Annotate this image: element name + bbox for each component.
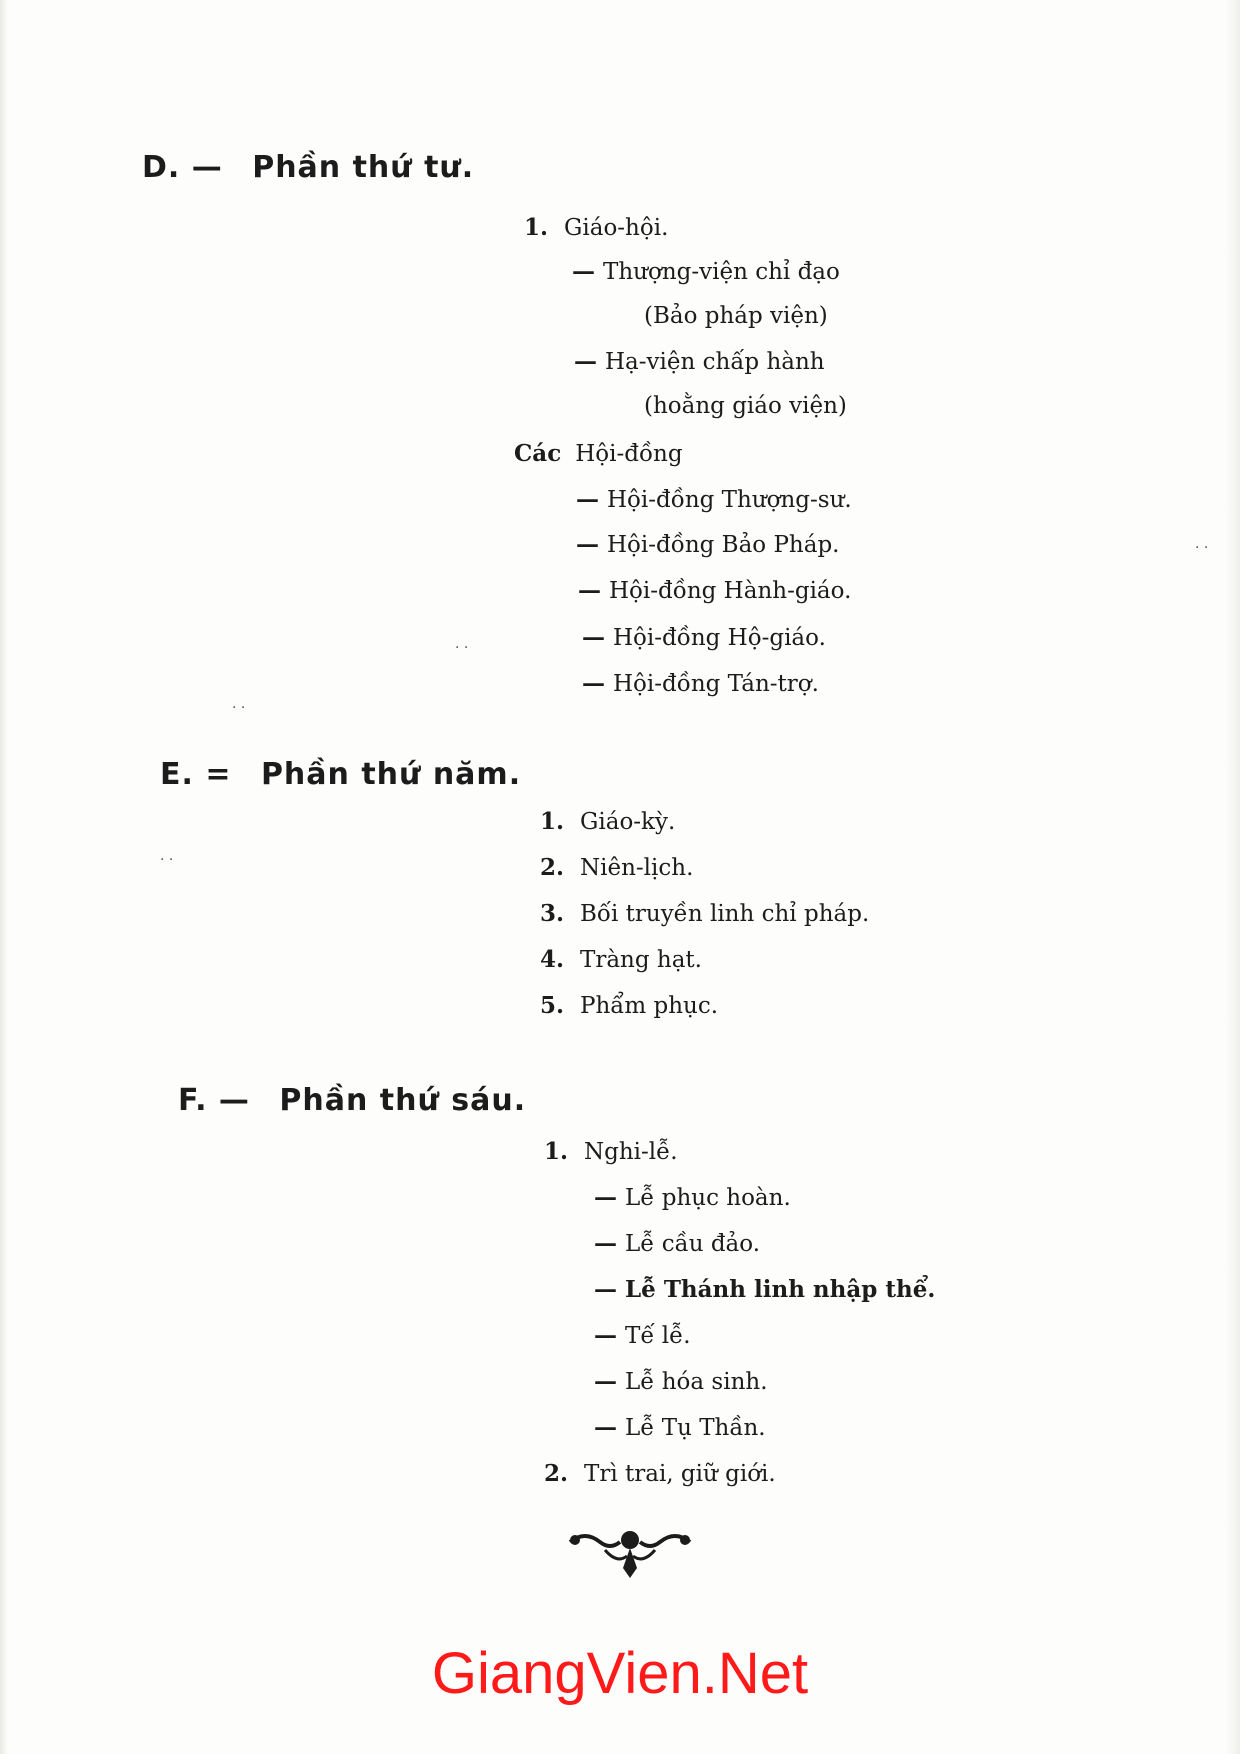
- item-text: Hội-đồng Bảo Pháp.: [607, 532, 840, 558]
- ink-speck: · ·: [1195, 540, 1209, 556]
- item-text: (hoằng giáo viện): [644, 393, 847, 419]
- item-lead: Các: [514, 440, 562, 467]
- list-item: [594, 1230, 760, 1257]
- item-number: 5.: [540, 992, 565, 1019]
- item-dash: —: [594, 1368, 617, 1395]
- section-marker: D. —: [142, 150, 223, 185]
- section-heading-4: [142, 150, 474, 185]
- item-text: Lễ Tụ Thần.: [625, 1415, 766, 1441]
- item-number: 2.: [544, 1460, 569, 1487]
- item-text: Giáo-kỳ.: [580, 809, 676, 835]
- item-text: Hạ-viện chấp hành: [605, 349, 825, 375]
- item-dash: —: [594, 1230, 617, 1257]
- item-dash: —: [594, 1276, 617, 1303]
- item-text: Niên-lịch.: [580, 855, 694, 881]
- list-item: [544, 1138, 678, 1165]
- list-item: [594, 1276, 935, 1303]
- section-title: Phần thứ sáu.: [279, 1083, 527, 1118]
- list-item: [594, 1414, 766, 1441]
- list-item: [594, 1184, 791, 1211]
- list-item: [524, 214, 668, 241]
- list-item: [544, 1460, 776, 1487]
- item-text: Lễ cầu đảo.: [625, 1231, 761, 1257]
- ink-speck: · ·: [455, 640, 469, 656]
- item-text: Phẩm phục.: [580, 993, 719, 1019]
- section-title: Phần thứ năm.: [260, 757, 522, 792]
- item-text: Thượng-viện chỉ đạo: [603, 259, 840, 285]
- item-text: Trì trai, giữ giới.: [584, 1461, 776, 1487]
- list-item: [576, 531, 839, 558]
- section-title: Phần thứ tư.: [252, 150, 475, 185]
- list-item: [540, 854, 693, 881]
- list-item: [578, 577, 851, 604]
- list-item: [576, 486, 852, 513]
- list-item: [572, 258, 840, 285]
- item-number: 1.: [544, 1138, 569, 1165]
- list-item: [644, 303, 828, 329]
- list-item: [514, 440, 683, 467]
- item-dash: —: [594, 1322, 617, 1349]
- list-item: [594, 1368, 768, 1395]
- item-dash: —: [574, 348, 597, 375]
- list-item: [574, 348, 825, 375]
- item-text: Hội-đồng Hành-giáo.: [609, 578, 852, 604]
- item-number: 4.: [540, 946, 565, 973]
- item-dash: —: [594, 1184, 617, 1211]
- item-text: Tràng hạt.: [580, 947, 702, 973]
- list-item: [540, 992, 718, 1019]
- list-item: [582, 624, 826, 651]
- section-heading-6: [178, 1083, 526, 1118]
- ink-speck: · ·: [232, 700, 246, 716]
- page-edge-left: [0, 0, 8, 1754]
- section-marker: F. —: [178, 1083, 250, 1118]
- item-number: 1.: [524, 214, 549, 241]
- list-item: [540, 946, 702, 973]
- item-dash: —: [576, 486, 599, 513]
- item-dash: —: [582, 624, 605, 651]
- item-text: Bối truyền linh chỉ pháp.: [580, 901, 870, 927]
- item-number: 2.: [540, 854, 565, 881]
- list-item: [582, 670, 819, 697]
- item-number: 1.: [540, 808, 565, 835]
- item-text: Lễ Thánh linh nhập thể.: [625, 1276, 936, 1303]
- page-edge-right: [1226, 0, 1240, 1754]
- item-text: Hội-đồng: [575, 441, 683, 467]
- item-dash: —: [572, 258, 595, 285]
- item-text: Nghi-lễ.: [584, 1139, 678, 1165]
- item-text: Hội-đồng Tán-trợ.: [613, 671, 819, 697]
- ink-speck: · ·: [160, 852, 174, 868]
- item-text: Hội-đồng Thượng-sư.: [607, 487, 852, 513]
- floral-ornament-icon: [565, 1520, 695, 1580]
- item-dash: —: [582, 670, 605, 697]
- item-text: Tế lễ.: [625, 1323, 691, 1349]
- section-heading-5: [160, 757, 521, 792]
- list-item: [594, 1322, 691, 1349]
- list-item: [540, 900, 869, 927]
- watermark: GiangVien.Net: [431, 1641, 809, 1706]
- item-text: Lễ phục hoàn.: [625, 1185, 791, 1211]
- section-marker: E. =: [160, 757, 232, 792]
- list-item: [540, 808, 675, 835]
- item-text: Lễ hóa sinh.: [625, 1369, 768, 1395]
- item-dash: —: [594, 1414, 617, 1441]
- item-text: Giáo-hội.: [564, 215, 669, 241]
- item-dash: —: [578, 577, 601, 604]
- item-number: 3.: [540, 900, 565, 927]
- item-text: Hội-đồng Hộ-giáo.: [613, 625, 826, 651]
- item-dash: —: [576, 531, 599, 558]
- list-item: [644, 393, 847, 419]
- item-text: (Bảo pháp viện): [644, 303, 828, 329]
